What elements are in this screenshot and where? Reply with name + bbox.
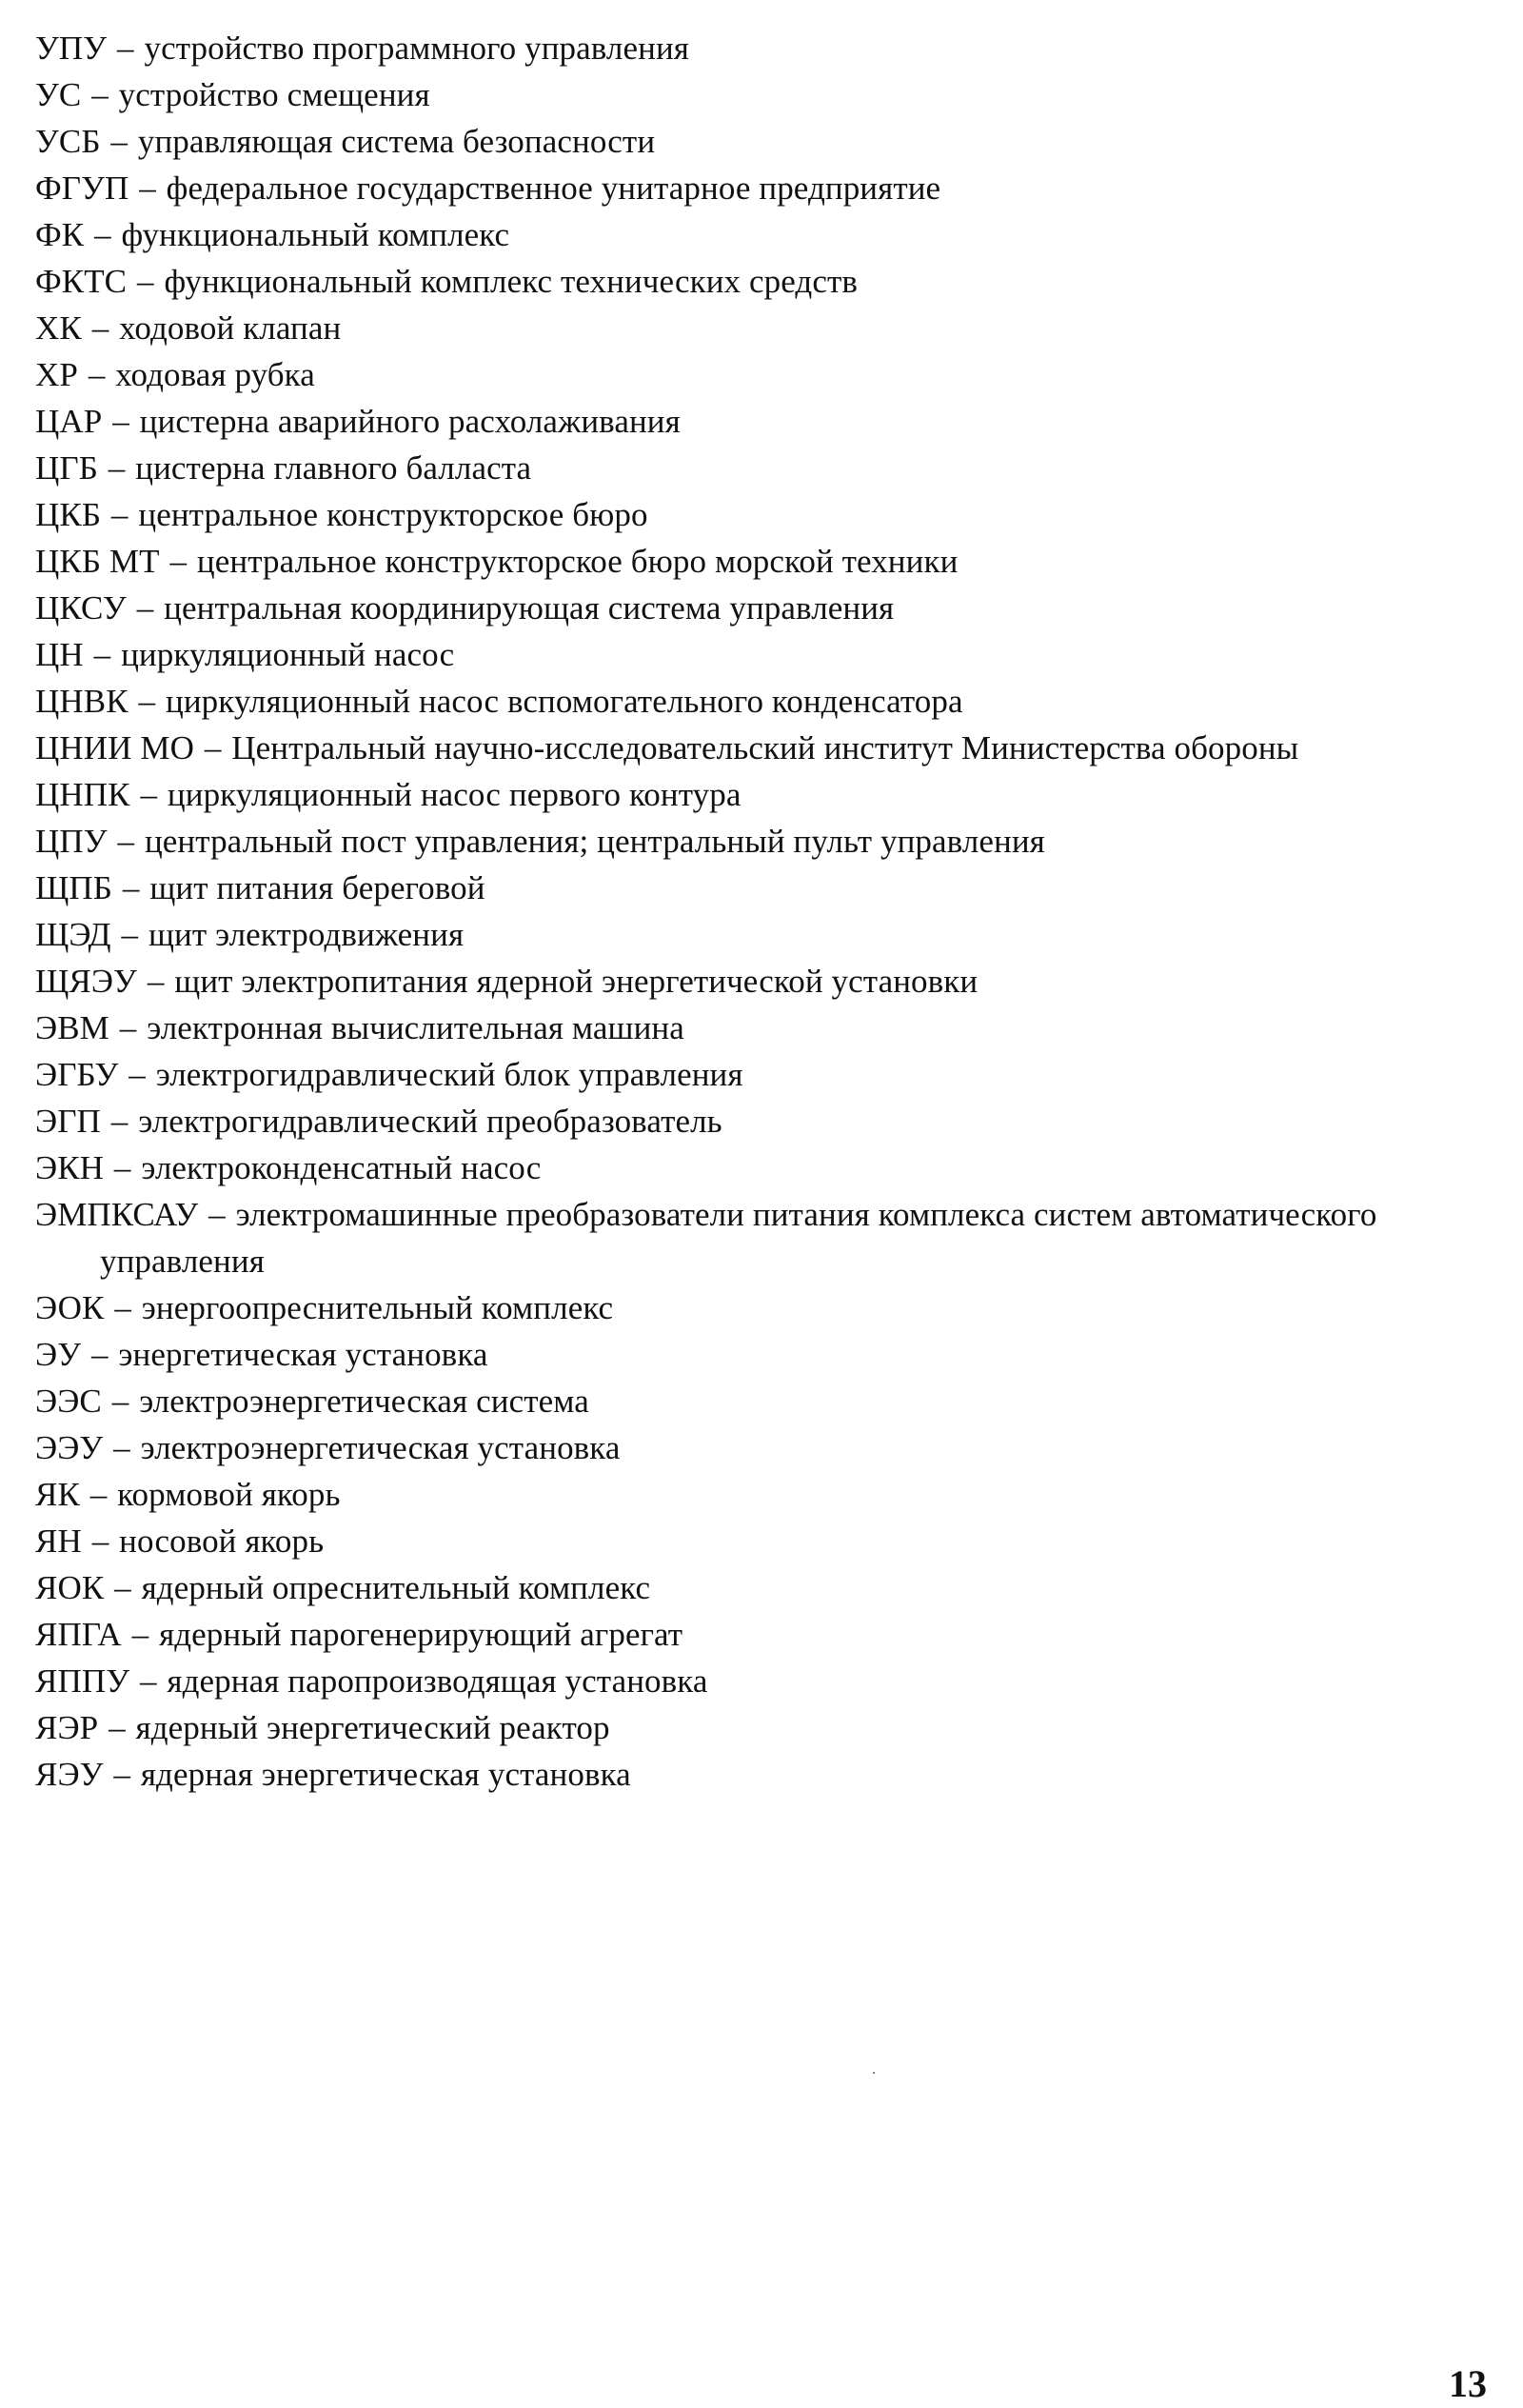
abbreviation-separator: – — [90, 1336, 109, 1373]
abbreviation-term: ЯПГА — [35, 1616, 122, 1653]
abbreviation-definition: устройство программного управления — [144, 30, 689, 67]
abbreviation-entry — [35, 1658, 1482, 1704]
abbreviation-term: ЦКСУ — [35, 589, 127, 627]
abbreviation-term: ХК — [35, 309, 82, 347]
abbreviation-separator: – — [111, 1383, 129, 1420]
abbreviation-definition: центральная координирующая система управления — [164, 589, 895, 627]
abbreviation-separator: – — [89, 1476, 108, 1513]
abbreviation-term: ЦКБ МТ — [35, 543, 160, 580]
abbreviation-entry — [35, 25, 1482, 71]
abbreviation-definition: щит питания береговой — [149, 869, 485, 906]
abbreviation-separator: – — [121, 916, 139, 953]
abbreviation-term: ЯОК — [35, 1569, 105, 1606]
abbreviation-term: ЭОК — [35, 1289, 105, 1326]
abbreviation-term: ЭГП — [35, 1103, 101, 1140]
abbreviation-entry — [35, 1378, 1482, 1424]
abbreviation-term: ЯН — [35, 1522, 82, 1560]
abbreviation-entry — [35, 1564, 1482, 1611]
abbreviation-definition: электроконденсатный насос — [141, 1149, 542, 1186]
abbreviation-term: ЭГБУ — [35, 1056, 119, 1093]
abbreviation-term: ЯЭР — [35, 1709, 99, 1746]
abbreviation-term: ЭКН — [35, 1149, 105, 1186]
abbreviation-definition: цистерна аварийного расхолаживания — [139, 403, 681, 440]
abbreviation-entry — [35, 1611, 1482, 1658]
abbreviation-definition: электроэнергетическая установка — [140, 1429, 621, 1466]
abbreviation-term: ЭУ — [35, 1336, 82, 1373]
abbreviation-definition: кормовой якорь — [117, 1476, 341, 1513]
abbreviation-definition: щит электропитания ядерной энергетической установки — [174, 963, 979, 1000]
abbreviation-separator: – — [131, 1616, 149, 1653]
scan-speck — [873, 2072, 875, 2074]
abbreviation-separator: – — [139, 1662, 157, 1700]
abbreviation-entry — [35, 165, 1482, 211]
abbreviation-separator: – — [208, 1196, 226, 1233]
abbreviation-definition: управляющая система безопасности — [137, 123, 656, 160]
abbreviation-definition: электронная вычислительная машина — [147, 1009, 684, 1046]
abbreviation-term: УС — [35, 76, 82, 113]
abbreviation-separator: – — [129, 1056, 146, 1093]
abbreviation-separator: – — [117, 30, 134, 67]
abbreviation-entry — [35, 631, 1482, 678]
abbreviation-separator: – — [119, 1009, 137, 1046]
abbreviation-definition: электроэнергетическая система — [139, 1383, 589, 1420]
abbreviation-entry — [35, 1191, 1482, 1284]
abbreviation-entry — [35, 1331, 1482, 1378]
abbreviation-definition: носовой якорь — [119, 1522, 325, 1560]
abbreviation-definition: ходовой клапан — [119, 309, 342, 347]
abbreviation-definition: энергетическая установка — [118, 1336, 488, 1373]
abbreviation-entry — [35, 538, 1482, 585]
page-number: 13 — [1449, 2362, 1487, 2405]
abbreviation-definition: центральное конструкторское бюро — [138, 496, 648, 533]
abbreviation-definition: электрогидравлический преобразователь — [138, 1103, 722, 1140]
abbreviation-entry — [35, 1518, 1482, 1564]
abbreviation-entry — [35, 958, 1482, 1005]
abbreviation-entry — [35, 865, 1482, 911]
abbreviation-term: ХР — [35, 356, 78, 393]
abbreviation-entry — [35, 1098, 1482, 1144]
abbreviation-separator: – — [91, 309, 109, 347]
abbreviation-definition: циркуляционный насос первого контура — [167, 776, 742, 813]
abbreviation-term: ФК — [35, 216, 85, 253]
abbreviation-separator: – — [140, 776, 158, 813]
abbreviation-definition: федеральное государственное унитарное предприятие — [166, 169, 941, 207]
abbreviation-entry — [35, 118, 1482, 165]
abbreviation-entry — [35, 818, 1482, 865]
abbreviation-term: ЦАР — [35, 403, 103, 440]
abbreviation-term: ЩЭД — [35, 916, 111, 953]
abbreviation-entry — [35, 211, 1482, 258]
abbreviation-term: ЦНВК — [35, 683, 129, 720]
abbreviation-definition: энергоопреснительный комплекс — [141, 1289, 614, 1326]
abbreviation-separator: – — [108, 449, 126, 487]
abbreviation-term: ЦНПК — [35, 776, 130, 813]
abbreviation-entry — [35, 585, 1482, 631]
abbreviation-separator: – — [204, 729, 222, 766]
abbreviation-definition: ядерная энергетическая установка — [140, 1756, 631, 1793]
abbreviation-definition: центральный пост управления; центральный пульт управления — [144, 823, 1045, 860]
abbreviation-separator: – — [113, 1149, 131, 1186]
abbreviation-definition: ядерный опреснительный комплекс — [141, 1569, 651, 1606]
abbreviation-definition: электромашинные преобразователи питания комплекса систем автоматического управления — [100, 1196, 1377, 1280]
abbreviation-definition: Центральный научно-исследовательский институт Министерства обороны — [231, 729, 1299, 766]
abbreviation-definition: функциональный комплекс технических средств — [164, 263, 858, 300]
abbreviation-entry — [35, 1005, 1482, 1051]
abbreviation-entry — [35, 1751, 1482, 1798]
abbreviation-separator: – — [139, 169, 156, 207]
abbreviation-term: ЦКБ — [35, 496, 102, 533]
abbreviation-separator: – — [136, 589, 154, 627]
abbreviation-separator: – — [117, 823, 135, 860]
abbreviation-separator: – — [94, 216, 111, 253]
abbreviation-definition: ходовая рубка — [115, 356, 315, 393]
abbreviation-definition: функциональный комплекс — [121, 216, 510, 253]
abbreviation-separator: – — [113, 1756, 130, 1793]
abbreviation-entry — [35, 1704, 1482, 1751]
abbreviation-separator: – — [147, 963, 165, 1000]
abbreviation-term: ЯК — [35, 1476, 80, 1513]
abbreviation-term: ЦПУ — [35, 823, 108, 860]
abbreviation-entry — [35, 351, 1482, 398]
abbreviation-entry — [35, 1471, 1482, 1518]
abbreviation-separator: – — [91, 1522, 109, 1560]
abbreviation-entry — [35, 258, 1482, 305]
abbreviation-term: ЦГБ — [35, 449, 98, 487]
abbreviation-entry — [35, 1424, 1482, 1471]
abbreviation-term: ЯППУ — [35, 1662, 130, 1700]
abbreviation-entry — [35, 445, 1482, 491]
abbreviation-separator: – — [91, 76, 109, 113]
abbreviation-separator: – — [169, 543, 188, 580]
abbreviation-separator: – — [93, 636, 111, 673]
abbreviation-definition: ядерный энергетический реактор — [135, 1709, 610, 1746]
abbreviation-separator: – — [138, 683, 156, 720]
abbreviation-definition: центральное конструкторское бюро морской техники — [196, 543, 959, 580]
abbreviation-list — [35, 25, 1482, 1798]
abbreviation-term: ЭМПКСАУ — [35, 1196, 199, 1233]
abbreviation-entry — [35, 771, 1482, 818]
abbreviation-entry — [35, 1284, 1482, 1331]
abbreviation-term: ЭЭС — [35, 1383, 102, 1420]
abbreviation-separator: – — [136, 263, 154, 300]
abbreviation-separator: – — [110, 496, 129, 533]
abbreviation-separator: – — [110, 1103, 129, 1140]
abbreviation-term: ЦНИИ МО — [35, 729, 194, 766]
abbreviation-entry — [35, 491, 1482, 538]
abbreviation-entry — [35, 1051, 1482, 1098]
abbreviation-definition: ядерная паропроизводящая установка — [167, 1662, 708, 1700]
abbreviation-definition: щит электродвижения — [148, 916, 465, 953]
abbreviation-definition: циркуляционный насос вспомогательного конденсатора — [165, 683, 963, 720]
abbreviation-term: ЭВМ — [35, 1009, 109, 1046]
abbreviation-definition: циркуляционный насос — [121, 636, 455, 673]
abbreviation-entry — [35, 678, 1482, 725]
abbreviation-entry — [35, 911, 1482, 958]
abbreviation-definition: цистерна главного балласта — [135, 449, 532, 487]
abbreviation-term: УПУ — [35, 30, 108, 67]
abbreviation-term: ФКТС — [35, 263, 128, 300]
abbreviation-entry — [35, 71, 1482, 118]
abbreviation-separator: – — [122, 869, 140, 906]
abbreviation-definition: устройство смещения — [118, 76, 430, 113]
abbreviation-separator: – — [113, 1429, 130, 1466]
abbreviation-entry — [35, 1144, 1482, 1191]
abbreviation-term: ФГУП — [35, 169, 129, 207]
abbreviation-definition: ядерный парогенерирующий агрегат — [159, 1616, 683, 1653]
abbreviation-term: ЭЭУ — [35, 1429, 104, 1466]
abbreviation-entry — [35, 398, 1482, 445]
abbreviation-separator: – — [114, 1569, 131, 1606]
abbreviation-separator: – — [114, 1289, 131, 1326]
abbreviation-term: ЦН — [35, 636, 84, 673]
abbreviation-term: ЩПБ — [35, 869, 112, 906]
abbreviation-term: ЩЯЭУ — [35, 963, 137, 1000]
abbreviation-entry — [35, 725, 1482, 771]
abbreviation-separator: – — [88, 356, 106, 393]
abbreviation-separator: – — [109, 1709, 126, 1746]
abbreviation-entry — [35, 305, 1482, 351]
abbreviation-separator: – — [110, 123, 128, 160]
abbreviation-term: ЯЭУ — [35, 1756, 104, 1793]
abbreviation-separator: – — [112, 403, 129, 440]
abbreviation-definition: электрогидравлический блок управления — [155, 1056, 743, 1093]
abbreviation-term: УСБ — [35, 123, 101, 160]
